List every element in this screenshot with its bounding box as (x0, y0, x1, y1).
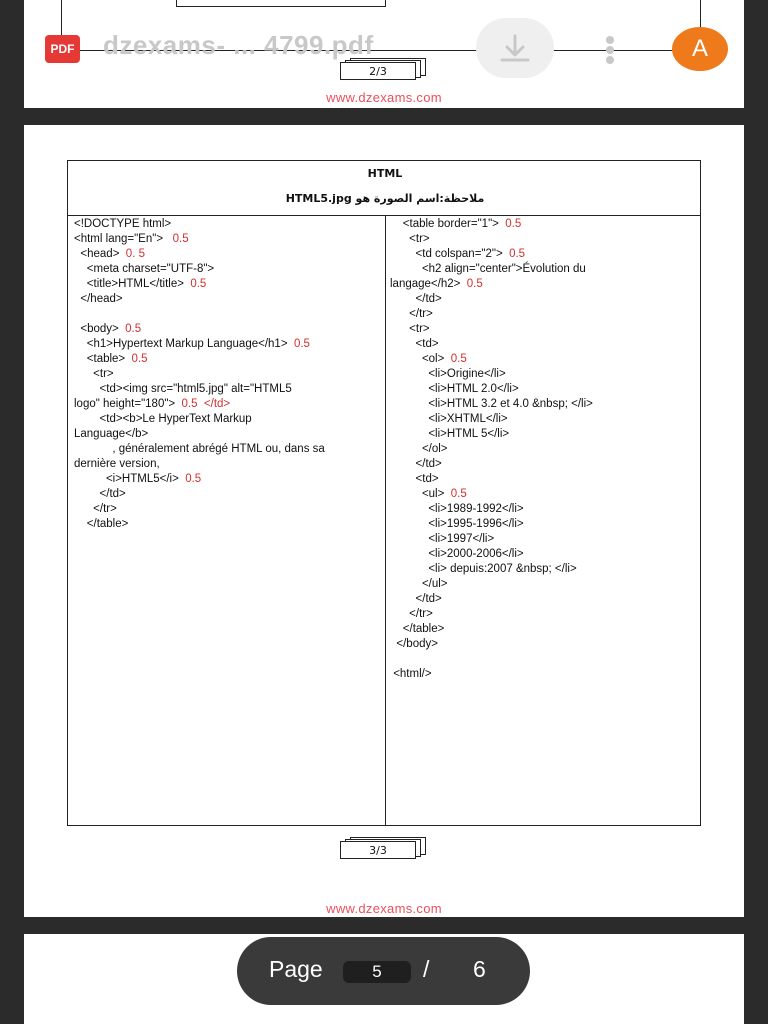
download-icon (476, 18, 554, 78)
code-text: <h1>Hypertext Markup Language</h1> (74, 338, 294, 350)
code-text: </head> (74, 293, 123, 305)
code-text: <td colspan="2"> (390, 248, 510, 260)
code-line (390, 652, 698, 667)
code-line (390, 367, 698, 382)
code-line (74, 247, 382, 262)
code-text: </body> (390, 638, 438, 650)
code-text: <tr> (390, 323, 430, 335)
code-text: </td> (390, 293, 442, 305)
code-text: <i>HTML5</i> (74, 473, 186, 485)
table-note: ملاحظة:اسم الصورة هو HTML5.jpg (285, 192, 485, 205)
code-text: <table> (74, 353, 132, 365)
code-line (390, 502, 698, 517)
score-mark: 0.5 (131, 353, 148, 365)
score-mark: 0.5 (450, 353, 467, 365)
code-text: dernière version, (74, 458, 160, 470)
code-text: <title>HTML</title> (74, 278, 191, 290)
code-text: langage</h2> (390, 278, 467, 290)
code-line (74, 337, 382, 352)
code-line (74, 472, 382, 487)
code-line (390, 217, 698, 232)
code-line (74, 382, 382, 397)
code-line (390, 382, 698, 397)
column-divider (385, 215, 386, 825)
code-line (390, 562, 698, 577)
score-mark: 0.5 (293, 338, 310, 350)
current-page-input[interactable]: 5 (343, 961, 411, 983)
code-text: <tr> (74, 368, 114, 380)
code-line (390, 322, 698, 337)
code-text: </ul> (390, 578, 448, 590)
code-text: <body> (74, 323, 126, 335)
code-line (74, 217, 382, 232)
code-line (390, 457, 698, 472)
score-mark: 0.5 (505, 218, 522, 230)
code-line (390, 517, 698, 532)
code-text: <html lang="En"> (74, 233, 173, 245)
code-text: logo" height="180"> (74, 398, 182, 410)
code-text: <li>2000-2006</li> (390, 548, 524, 560)
code-line (390, 592, 698, 607)
code-line (390, 547, 698, 562)
code-line (390, 232, 698, 247)
code-line (390, 487, 698, 502)
code-text: <li>1997</li> (390, 533, 495, 545)
code-text: <li>HTML 2.0</li> (390, 383, 519, 395)
code-line (74, 232, 382, 247)
code-text: </tr> (74, 503, 117, 515)
code-text: <head> (74, 248, 126, 260)
file-name[interactable]: dzexams- ... 4799.pdf (103, 30, 374, 60)
code-text: <li> depuis:2007 &nbsp; </li> (390, 563, 577, 575)
code-text: </ol> (390, 443, 448, 455)
code-line (390, 307, 698, 322)
code-line (390, 427, 698, 442)
code-line (390, 622, 698, 637)
code-line (390, 352, 698, 367)
code-text: <tr> (390, 233, 430, 245)
pdf-page-current (24, 125, 744, 917)
code-line (390, 577, 698, 592)
header-divider (68, 215, 700, 216)
page-number-label: 3/3 (340, 841, 416, 859)
score-mark: 0.5 </td> (181, 398, 231, 410)
code-line (74, 457, 382, 472)
code-text: <li>HTML 5</li> (390, 428, 510, 440)
more-vertical-icon (606, 36, 614, 44)
code-text: <li>1995-1996</li> (390, 518, 524, 530)
code-line (74, 262, 382, 277)
score-mark: 0.5 (125, 323, 142, 335)
code-text: </td> (74, 488, 126, 500)
table-title: HTML (367, 167, 403, 180)
code-line (390, 292, 698, 307)
code-line (74, 517, 382, 532)
code-text: </tr> (390, 608, 433, 620)
code-line (390, 607, 698, 622)
code-text: </td> (390, 458, 442, 470)
code-column-right (390, 217, 698, 682)
code-line (74, 397, 382, 412)
page-number-tag (340, 58, 426, 80)
code-line (390, 262, 698, 277)
code-line (74, 367, 382, 382)
code-line (74, 277, 382, 292)
account-avatar[interactable]: A (672, 27, 728, 71)
code-line (390, 637, 698, 652)
score-mark: 0.5 (190, 278, 207, 290)
code-line (390, 397, 698, 412)
score-mark: 0.5 (172, 233, 189, 245)
code-line (390, 442, 698, 457)
code-text: <html/> (390, 668, 432, 680)
download-button[interactable] (476, 18, 554, 78)
score-mark: 0.5 (185, 473, 202, 485)
code-text: </tr> (390, 308, 433, 320)
code-line (74, 322, 382, 337)
code-line (74, 502, 382, 517)
code-text: </table> (390, 623, 445, 635)
code-text: <table border="1"> (390, 218, 506, 230)
total-pages: 6 (473, 956, 486, 982)
code-text: <li>1989-1992</li> (390, 503, 524, 515)
site-footer: www.dzexams.com (326, 901, 442, 916)
score-mark: 0.5 (450, 488, 467, 500)
code-line (390, 532, 698, 547)
score-mark: 0.5 (509, 248, 526, 260)
code-line (74, 292, 382, 307)
page-indicator[interactable] (237, 937, 530, 1005)
code-text: <td><img src="html5.jpg" alt="HTML5 (74, 383, 292, 395)
page-word: Page (269, 956, 323, 982)
code-text: <ul> (390, 488, 451, 500)
code-column-left (74, 217, 382, 532)
code-line (74, 352, 382, 367)
code-text: <li>Origine</li> (390, 368, 506, 380)
code-line (74, 307, 382, 322)
code-text: </td> (390, 593, 442, 605)
code-line (74, 442, 382, 457)
code-line (74, 427, 382, 442)
code-text: <h2 align="center">Évolution du (390, 263, 586, 275)
code-line (74, 412, 382, 427)
code-text: <ol> (390, 353, 451, 365)
code-text: <meta charset="UTF-8"> (74, 263, 215, 275)
code-line (390, 667, 698, 682)
more-options-button[interactable] (604, 36, 616, 64)
code-text: </table> (74, 518, 129, 530)
score-mark: 0.5 (466, 278, 483, 290)
code-line (390, 277, 698, 292)
page-number-tag (340, 837, 426, 859)
code-text: <td> (390, 473, 439, 485)
code-line (390, 472, 698, 487)
code-text: <td> (390, 338, 439, 350)
code-text: <!DOCTYPE html> (74, 218, 172, 230)
exam-table (67, 160, 701, 826)
code-text: Language</b> (74, 428, 149, 440)
code-line (74, 487, 382, 502)
pdf-icon: PDF (45, 35, 80, 63)
site-footer: www.dzexams.com (326, 90, 442, 105)
code-line (390, 337, 698, 352)
page-number-label: 2/3 (340, 62, 416, 80)
code-text: , généralement abrégé HTML ou, dans sa (74, 443, 325, 455)
code-text: <td><b>Le HyperText Markup (74, 413, 252, 425)
code-text: <li>HTML 3.2 et 4.0 &nbsp; </li> (390, 398, 593, 410)
page-separator: / (423, 956, 430, 982)
code-line (390, 412, 698, 427)
score-mark: 0. 5 (125, 248, 145, 260)
code-line (390, 247, 698, 262)
code-text: <li>XHTML</li> (390, 413, 508, 425)
table-fragment (176, 0, 386, 7)
